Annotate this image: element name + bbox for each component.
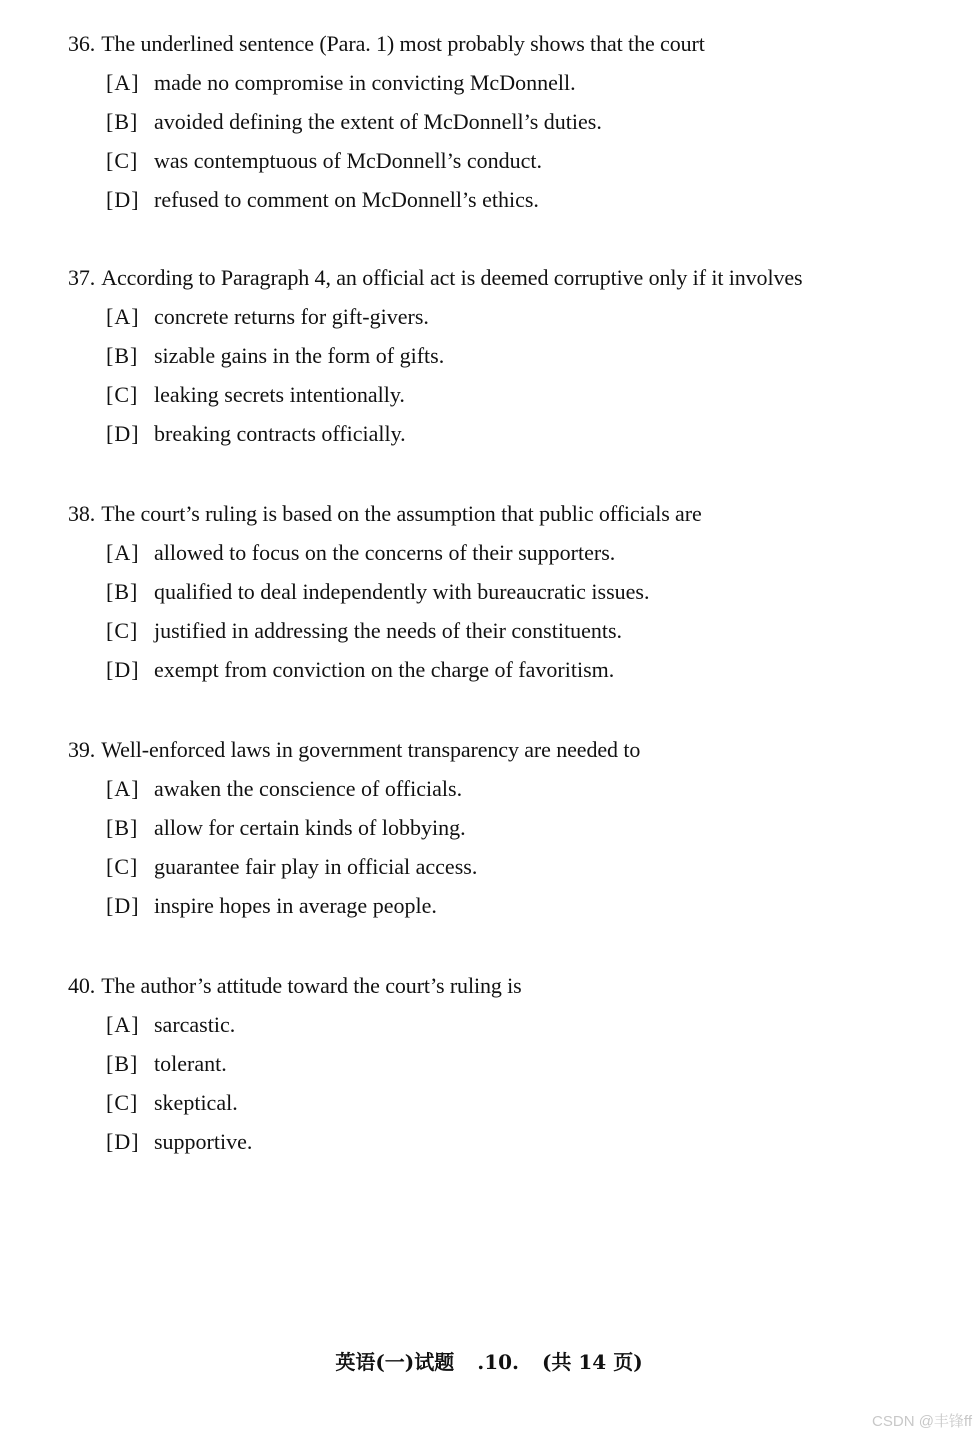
option-b (68, 578, 948, 606)
option-d (68, 656, 948, 684)
option-text: leaking secrets intentionally. (154, 382, 405, 407)
option-a (68, 539, 948, 567)
option-letter: [D] (106, 187, 140, 212)
watermark: CSDN @丰锋ff (872, 1413, 972, 1430)
question-text: The underlined sentence (Para. 1) most probably shows that the court (101, 31, 705, 56)
question-36 (68, 30, 948, 214)
footer-page-number: .10. (477, 1350, 519, 1374)
option-c (68, 381, 948, 409)
option-text: made no compromise in convicting McDonnell. (154, 70, 576, 95)
option-letter: [A] (106, 540, 140, 565)
option-text: concrete returns for gift-givers. (154, 304, 429, 329)
option-a (68, 775, 948, 803)
option-letter: [C] (106, 618, 139, 643)
option-letter: [A] (106, 776, 140, 801)
question-number: 39. (68, 737, 96, 762)
question-text: According to Paragraph 4, an official act is deemed corruptive only if it involves (101, 265, 803, 290)
option-d (68, 1128, 948, 1156)
question-text: Well-enforced laws in government transparency are needed to (101, 737, 641, 762)
option-b (68, 108, 948, 136)
option-d (68, 420, 948, 448)
option-letter: [D] (106, 421, 140, 446)
option-letter: [C] (106, 382, 139, 407)
option-c (68, 617, 948, 645)
option-text: awaken the conscience of officials. (154, 776, 463, 801)
option-b (68, 1050, 948, 1078)
option-letter: [C] (106, 148, 139, 173)
option-letter: [C] (106, 854, 139, 879)
option-letter: [B] (106, 109, 139, 134)
option-letter: [D] (106, 1129, 140, 1154)
question-stem (68, 736, 948, 764)
question-number: 38. (68, 501, 96, 526)
footer-total-pages: (共 14 页) (541, 1350, 643, 1374)
option-letter: [B] (106, 815, 139, 840)
option-text: inspire hopes in average people. (154, 893, 437, 918)
option-letter: [A] (106, 304, 140, 329)
question-stem (68, 500, 948, 528)
option-b (68, 814, 948, 842)
option-d (68, 892, 948, 920)
question-text: The court’s ruling is based on the assumption that public officials are (101, 501, 702, 526)
option-letter: [A] (106, 1012, 140, 1037)
option-c (68, 147, 948, 175)
option-text: was contemptuous of McDonnell’s conduct. (154, 148, 542, 173)
option-letter: [B] (106, 579, 139, 604)
option-c (68, 1089, 948, 1117)
option-letter: [B] (106, 343, 139, 368)
option-a (68, 69, 948, 97)
question-40 (68, 972, 948, 1156)
option-letter: [A] (106, 70, 140, 95)
question-number: 37. (68, 265, 96, 290)
option-letter: [C] (106, 1090, 139, 1115)
question-stem (68, 264, 948, 292)
option-text: avoided defining the extent of McDonnell’s duties. (154, 109, 602, 134)
page-footer (0, 1346, 978, 1375)
question-37 (68, 264, 948, 448)
option-text: sizable gains in the form of gifts. (154, 343, 445, 368)
option-c (68, 853, 948, 881)
option-text: breaking contracts officially. (154, 421, 406, 446)
option-b (68, 342, 948, 370)
option-text: sarcastic. (154, 1012, 236, 1037)
option-text: refused to comment on McDonnell’s ethics. (154, 187, 539, 212)
question-stem (68, 30, 948, 58)
option-text: supportive. (154, 1129, 253, 1154)
option-a (68, 303, 948, 331)
question-number: 40. (68, 973, 96, 998)
option-text: guarantee fair play in official access. (154, 854, 478, 879)
question-number: 36. (68, 31, 96, 56)
option-text: tolerant. (154, 1051, 227, 1076)
option-text: allowed to focus on the concerns of their supporters. (154, 540, 616, 565)
question-text: The author’s attitude toward the court’s ruling is (101, 973, 522, 998)
option-letter: [D] (106, 657, 140, 682)
option-text: allow for certain kinds of lobbying. (154, 815, 466, 840)
question-39 (68, 736, 948, 920)
question-stem (68, 972, 948, 1000)
option-a (68, 1011, 948, 1039)
question-38 (68, 500, 948, 684)
option-text: qualified to deal independently with bureaucratic issues. (154, 579, 650, 604)
footer-title: 英语(一)试题 (335, 1350, 455, 1374)
option-text: justified in addressing the needs of their constituents. (154, 618, 623, 643)
option-letter: [D] (106, 893, 140, 918)
option-letter: [B] (106, 1051, 139, 1076)
option-d (68, 186, 948, 214)
option-text: skeptical. (154, 1090, 238, 1115)
option-text: exempt from conviction on the charge of favoritism. (154, 657, 615, 682)
